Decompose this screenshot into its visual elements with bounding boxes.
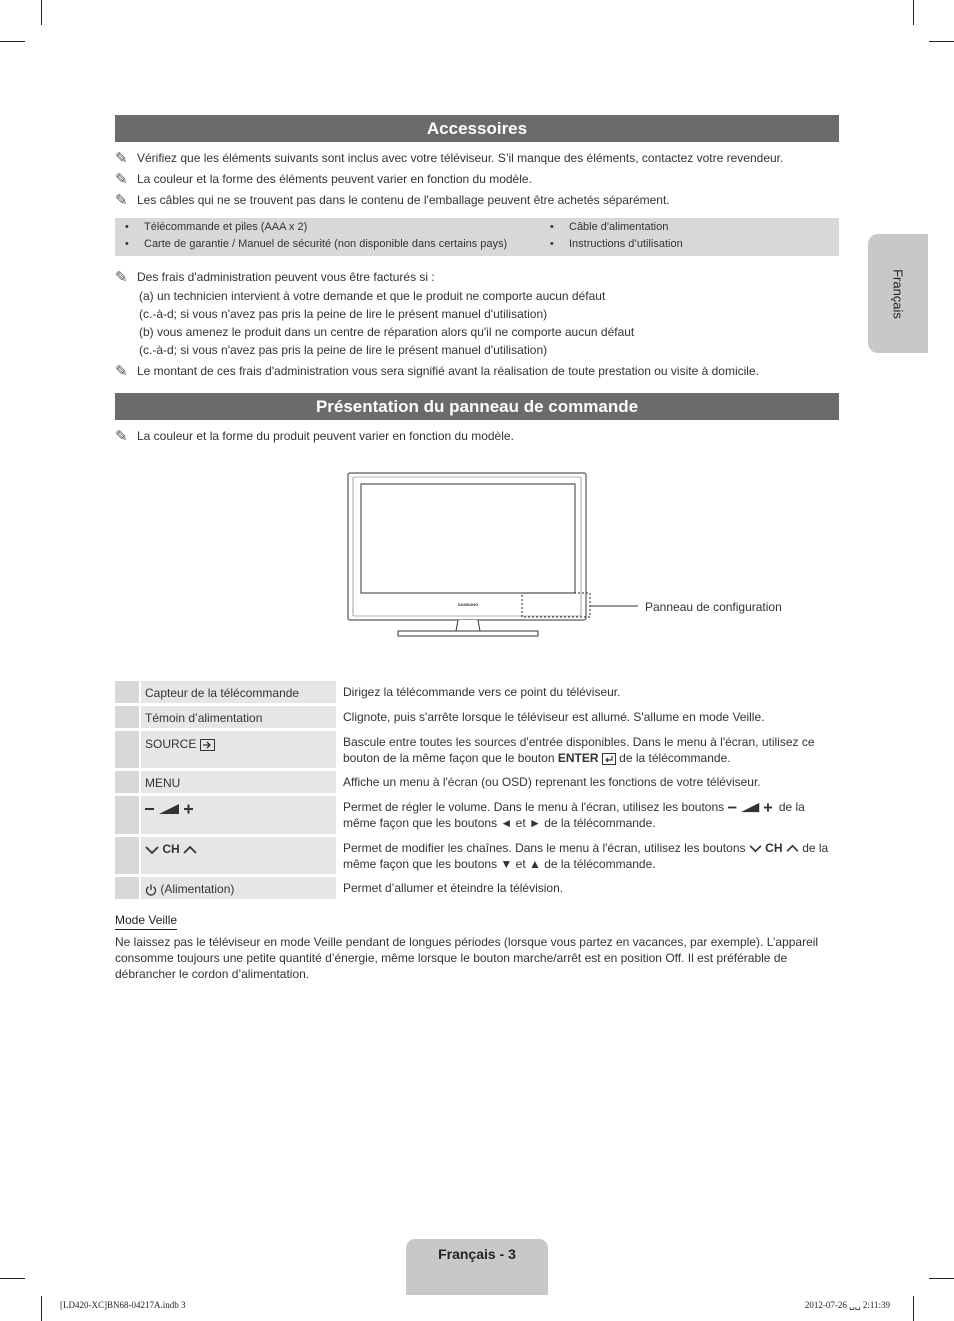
fees-line: (b) vous amenez le produit dans un centre de réparation alors qu'il ne comporte aucun défaut xyxy=(139,325,635,339)
standby-text: Ne laissez pas le téléviseur en mode Veille pendant de longues périodes (lorsque vous partez en vacances, par exemple). L’appareil consomme toujours une petite quantité d’énergie, même lorsque le bouton marche/arrêt est en position Off. Il est préférable de débrancher le cordon d’alimentation. xyxy=(115,935,819,981)
note: ✎ La couleur et la forme du produit peuvent varier en fonction du modèle. xyxy=(115,428,514,445)
table-row: MENU Affiche un menu à l'écran (ou OSD) reprenant les fonctions de votre téléviseur. xyxy=(115,771,839,793)
chevron-up-icon xyxy=(183,845,197,855)
language-side-tab: Français xyxy=(868,234,928,353)
footer-timestamp: 2012-07-26 ␣␣ 2:11:39 xyxy=(804,1300,890,1310)
note: ✎ Le montant de ces frais d'administration vous sera signifié avant la réalisation de toute prestation ou visite à domicile. xyxy=(115,363,759,380)
chevron-down-icon xyxy=(749,844,762,853)
list-item: • Télécommande et piles (AAA x 2) xyxy=(125,221,308,233)
note: ✎ La couleur et la forme des éléments peuvent varier en fonction du modèle. xyxy=(115,171,532,188)
control-panel-heading: Présentation du panneau de commande xyxy=(115,393,839,420)
pencil-note-icon: ✎ xyxy=(115,363,128,380)
crop-mark xyxy=(0,1278,25,1279)
fees-line: (c.-à-d; si vous n'avez pas pris la peine de lire le présent manuel d'utilisation) xyxy=(139,343,548,357)
list-item: • Câble d'alimentation xyxy=(550,221,669,233)
table-row: Capteur de la télécommande Dirigez la télécommande vers ce point du téléviseur. xyxy=(115,681,839,703)
crop-mark xyxy=(0,41,25,42)
callout-label: Panneau de configuration xyxy=(645,600,782,614)
table-row: SOURCE Bascule entre toutes les sources d'entrée disponibles. Dans le menu à l'écran, utilisez ce bouton de la même façon que le bouton ENTER de la télécommande. xyxy=(115,731,839,768)
pencil-note-icon: ✎ xyxy=(115,171,128,188)
crop-mark xyxy=(929,41,954,42)
standby-title: Mode Veille xyxy=(115,913,177,930)
crop-mark xyxy=(913,0,914,25)
table-row: (Alimentation) Permet d’allumer et éteindre la télévision. xyxy=(115,877,839,899)
pencil-note-icon: ✎ xyxy=(115,428,128,445)
list-item: • Carte de garantie / Manuel de sécurité (non disponible dans certains pays) xyxy=(125,238,508,250)
crop-mark xyxy=(913,1296,914,1321)
enter-icon xyxy=(602,753,616,765)
pencil-note-icon: ✎ xyxy=(115,192,128,209)
pencil-note-icon: ✎ xyxy=(115,150,128,167)
power-icon xyxy=(145,884,157,896)
note: ✎ Les câbles qui ne se trouvent pas dans le contenu de l'emballage peuvent être achetés séparément. xyxy=(115,192,670,209)
accessories-heading: Accessoires xyxy=(115,115,839,142)
note: ✎ Vérifiez que les éléments suivants sont inclus avec votre téléviseur. S’il manque des éléments, contactez votre revendeur. xyxy=(115,150,784,167)
volume-icon xyxy=(727,802,775,813)
note: ✎ Des frais d'administration peuvent vous être facturés si : xyxy=(115,269,435,286)
table-row: Permet de régler le volume. Dans le menu à l'écran, utilisez les boutons de la même façon que les boutons ◄ et ► de la télécommande. xyxy=(115,796,839,834)
fees-line: (a) un technicien intervient à votre demande et que le produit ne comporte aucun défaut xyxy=(139,289,606,303)
table-row: CH Permet de modifier les chaînes. Dans le menu à l'écran, utilisez les boutons CH de la même façon que les boutons ▼ et ▲ de la télécommande. xyxy=(115,837,839,874)
brand-logo: SAMSUNG xyxy=(457,602,479,607)
list-item: • Instructions d’utilisation xyxy=(550,238,683,250)
footer-file-info: [LD420-XC]BN68-04217A.indb 3 xyxy=(60,1300,186,1310)
source-input-icon xyxy=(200,739,215,751)
crop-mark xyxy=(41,1296,42,1321)
accessories-list xyxy=(115,218,839,256)
page-number-tab: Français - 3 xyxy=(406,1239,548,1295)
pencil-note-icon: ✎ xyxy=(115,269,128,286)
chevron-up-icon xyxy=(786,844,799,853)
crop-mark xyxy=(41,0,42,25)
chevron-down-icon xyxy=(145,845,159,855)
table-row: Témoin d’alimentation Clignote, puis s'arrête lorsque le téléviseur est allumé. S'allume en mode Veille. xyxy=(115,706,839,728)
tv-illustration xyxy=(340,465,650,645)
source-button-label: SOURCE xyxy=(145,737,197,751)
crop-mark xyxy=(929,1278,954,1279)
fees-line: (c.-à-d; si vous n'avez pas pris la peine de lire le présent manuel d'utilisation) xyxy=(139,307,548,321)
volume-icon xyxy=(145,803,195,815)
